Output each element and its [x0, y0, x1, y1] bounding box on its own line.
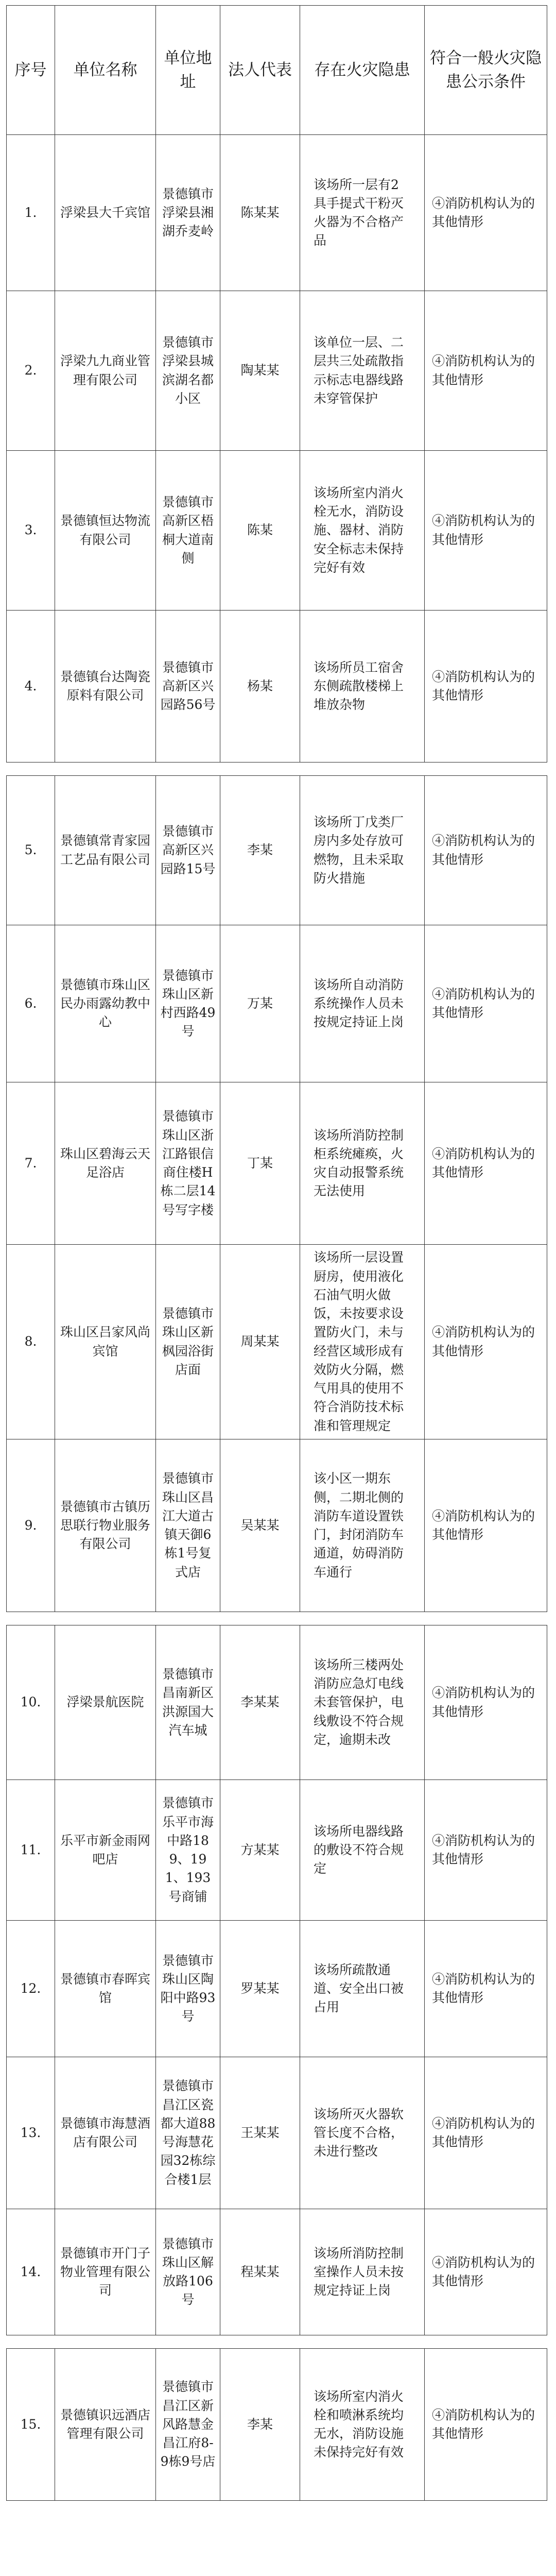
- row-address: 景德镇市高新区梧桐大道南侧: [156, 451, 220, 611]
- row-condition: ④消防机构认为的其他情形: [425, 2209, 547, 2335]
- table-row: [7, 1780, 547, 1921]
- row-address: 景德镇市昌江区新风路慧金昌江府8-9栋9号店: [156, 2349, 220, 2501]
- row-address: 景德镇市珠山区昌江大道古镇天御6栋1号复式店: [156, 1439, 220, 1612]
- row-condition: ④消防机构认为的其他情形: [425, 2349, 547, 2501]
- row-hazard: 该小区一期东侧，二期北侧的消防车道设置铁门，封闭消防车通道，妨碍消防车通行: [300, 1439, 425, 1612]
- row-legal-rep: 陈某某: [220, 135, 300, 291]
- row-unit-name: 景德镇市春晖宾馆: [55, 1921, 156, 2057]
- row-unit-name: 浮梁九九商业管理有限公司: [55, 291, 156, 451]
- table-row: [7, 1439, 547, 1612]
- table-row: [7, 925, 547, 1082]
- row-legal-rep: 陶某某: [220, 291, 300, 451]
- row-hazard: 该场所丁戊类厂房内多处存放可燃物，且未采取防火措施: [300, 776, 425, 925]
- row-condition: ④消防机构认为的其他情形: [425, 1921, 547, 2057]
- table-row: [7, 1921, 547, 2057]
- fire-hazard-table: [6, 5, 547, 2501]
- row-hazard: 该场所一层有2具手提式干粉灭火器为不合格产品: [300, 135, 425, 291]
- row-legal-rep: 杨某: [220, 611, 300, 762]
- row-legal-rep: 周某某: [220, 1245, 300, 1439]
- table-header-row: [7, 6, 547, 135]
- row-condition: ④消防机构认为的其他情形: [425, 925, 547, 1082]
- row-unit-name: 景德镇常青家园工艺品有限公司: [55, 776, 156, 925]
- table-row: [7, 291, 547, 451]
- table-row: [7, 2349, 547, 2501]
- row-hazard: 该场所消防控制柜系统瘫痪，火灾自动报警系统无法使用: [300, 1082, 425, 1245]
- row-legal-rep: 李某某: [220, 1625, 300, 1780]
- row-hazard: 该场所员工宿舍东侧疏散楼梯上堆放杂物: [300, 611, 425, 762]
- row-condition: ④消防机构认为的其他情形: [425, 1625, 547, 1780]
- row-seq: 3.: [7, 451, 55, 611]
- row-seq: 15.: [7, 2349, 55, 2501]
- row-legal-rep: 万某: [220, 925, 300, 1082]
- table-row: [7, 776, 547, 925]
- row-seq: 10.: [7, 1625, 55, 1780]
- row-unit-name: 景德镇恒达物流有限公司: [55, 451, 156, 611]
- row-unit-name: 珠山区吕家风尚宾馆: [55, 1245, 156, 1439]
- row-legal-rep: 吴某某: [220, 1439, 300, 1612]
- row-condition: ④消防机构认为的其他情形: [425, 1082, 547, 1245]
- row-condition: ④消防机构认为的其他情形: [425, 135, 547, 291]
- row-unit-name: 景德镇市开门子物业管理有限公司: [55, 2209, 156, 2335]
- row-address: 景德镇市珠山区新枫园浴街店面: [156, 1245, 220, 1439]
- row-hazard: 该场所消防控制室操作人员未按规定持证上岗: [300, 2209, 425, 2335]
- row-hazard: 该场所电器线路的敷设不符合规定: [300, 1780, 425, 1921]
- row-seq: 11.: [7, 1780, 55, 1921]
- row-condition: ④消防机构认为的其他情形: [425, 451, 547, 611]
- row-address: 景德镇市昌江区瓷都大道88号海慧花园32栋综合楼1层: [156, 2057, 220, 2209]
- page-break-gap: [7, 762, 547, 776]
- header-fire-hazard: 存在火灾隐患: [300, 6, 425, 135]
- row-seq: 8.: [7, 1245, 55, 1439]
- row-hazard: 该单位一层、二层共三处疏散指示标志电器线路未穿管保护: [300, 291, 425, 451]
- table-row: [7, 611, 547, 762]
- row-address: 景德镇市高新区兴园路15号: [156, 776, 220, 925]
- header-legal-rep: 法人代表: [220, 6, 300, 135]
- row-condition: ④消防机构认为的其他情形: [425, 776, 547, 925]
- row-hazard: 该场所三楼两处消防应急灯电线未套管保护，电线敷设不符合规定，逾期未改: [300, 1625, 425, 1780]
- row-legal-rep: 陈某: [220, 451, 300, 611]
- row-unit-name: 浮梁县大千宾馆: [55, 135, 156, 291]
- row-address: 景德镇市浮梁县城滨湖名都小区: [156, 291, 220, 451]
- row-condition: ④消防机构认为的其他情形: [425, 2057, 547, 2209]
- row-seq: 13.: [7, 2057, 55, 2209]
- row-hazard: 该场所一层设置厨房，使用液化石油气明火做饭，未按要求设置防火门，未与经营区域形成有效防火分隔，燃气用具的使用不符合消防技术标准和管理规定: [300, 1245, 425, 1439]
- table-row: [7, 451, 547, 611]
- header-seq: 序号: [7, 6, 55, 135]
- header-unit-name: 单位名称: [55, 6, 156, 135]
- page-break-gap: [7, 2335, 547, 2349]
- row-legal-rep: 李某: [220, 776, 300, 925]
- row-legal-rep: 李某: [220, 2349, 300, 2501]
- row-hazard: 该场所疏散通道、安全出口被占用: [300, 1921, 425, 2057]
- row-seq: 9.: [7, 1439, 55, 1612]
- row-seq: 2.: [7, 291, 55, 451]
- row-seq: 1.: [7, 135, 55, 291]
- row-address: 景德镇市珠山区陶阳中路93号: [156, 1921, 220, 2057]
- row-condition: ④消防机构认为的其他情形: [425, 611, 547, 762]
- row-condition: ④消防机构认为的其他情形: [425, 1780, 547, 1921]
- row-hazard: 该场所室内消火栓无水，消防设施、器材、消防安全标志未保持完好有效: [300, 451, 425, 611]
- row-unit-name: 景德镇市珠山区民办雨露幼教中心: [55, 925, 156, 1082]
- row-address: 景德镇市高新区兴园路56号: [156, 611, 220, 762]
- row-seq: 6.: [7, 925, 55, 1082]
- row-hazard: 该场所灭火器软管长度不合格，未进行整改: [300, 2057, 425, 2209]
- row-legal-rep: 程某某: [220, 2209, 300, 2335]
- row-condition: ④消防机构认为的其他情形: [425, 1245, 547, 1439]
- table-row: [7, 135, 547, 291]
- row-address: 景德镇市昌南新区洪源国大汽车城: [156, 1625, 220, 1780]
- table-row: [7, 1245, 547, 1439]
- row-seq: 4.: [7, 611, 55, 762]
- row-address: 景德镇市浮梁县湘湖乔麦岭: [156, 135, 220, 291]
- row-address: 景德镇市珠山区解放路106号: [156, 2209, 220, 2335]
- row-unit-name: 景德镇市海慧酒店有限公司: [55, 2057, 156, 2209]
- row-unit-name: 浮梁景航医院: [55, 1625, 156, 1780]
- row-seq: 14.: [7, 2209, 55, 2335]
- table-row: [7, 2209, 547, 2335]
- row-legal-rep: 罗某某: [220, 1921, 300, 2057]
- page-break-gap: [7, 1612, 547, 1625]
- row-unit-name: 乐平市新金雨网吧店: [55, 1780, 156, 1921]
- row-unit-name: 珠山区碧海云天足浴店: [55, 1082, 156, 1245]
- header-unit-address: 单位地址: [156, 6, 220, 135]
- row-address: 景德镇市珠山区新村西路49号: [156, 925, 220, 1082]
- row-condition: ④消防机构认为的其他情形: [425, 1439, 547, 1612]
- row-seq: 5.: [7, 776, 55, 925]
- row-unit-name: 景德镇台达陶瓷原料有限公司: [55, 611, 156, 762]
- row-condition: ④消防机构认为的其他情形: [425, 291, 547, 451]
- table-row: [7, 1082, 547, 1245]
- row-hazard: 该场所自动消防系统操作人员未按规定持证上岗: [300, 925, 425, 1082]
- row-address: 景德镇市乐平市海中路189、191、193号商铺: [156, 1780, 220, 1921]
- row-legal-rep: 丁某: [220, 1082, 300, 1245]
- row-hazard: 该场所室内消火栓和喷淋系统均无水，消防设施未保持完好有效: [300, 2349, 425, 2501]
- row-seq: 7.: [7, 1082, 55, 1245]
- table-row: [7, 1625, 547, 1780]
- row-legal-rep: 王某某: [220, 2057, 300, 2209]
- header-publicity-condition: 符合一般火灾隐患公示条件: [425, 6, 547, 135]
- row-unit-name: 景德镇市古镇历思联行物业服务有限公司: [55, 1439, 156, 1612]
- row-unit-name: 景德镇识远酒店管理有限公司: [55, 2349, 156, 2501]
- row-seq: 12.: [7, 1921, 55, 2057]
- row-address: 景德镇市珠山区浙江路银信商住楼H栋二层14号写字楼: [156, 1082, 220, 1245]
- row-legal-rep: 方某某: [220, 1780, 300, 1921]
- table-row: [7, 2057, 547, 2209]
